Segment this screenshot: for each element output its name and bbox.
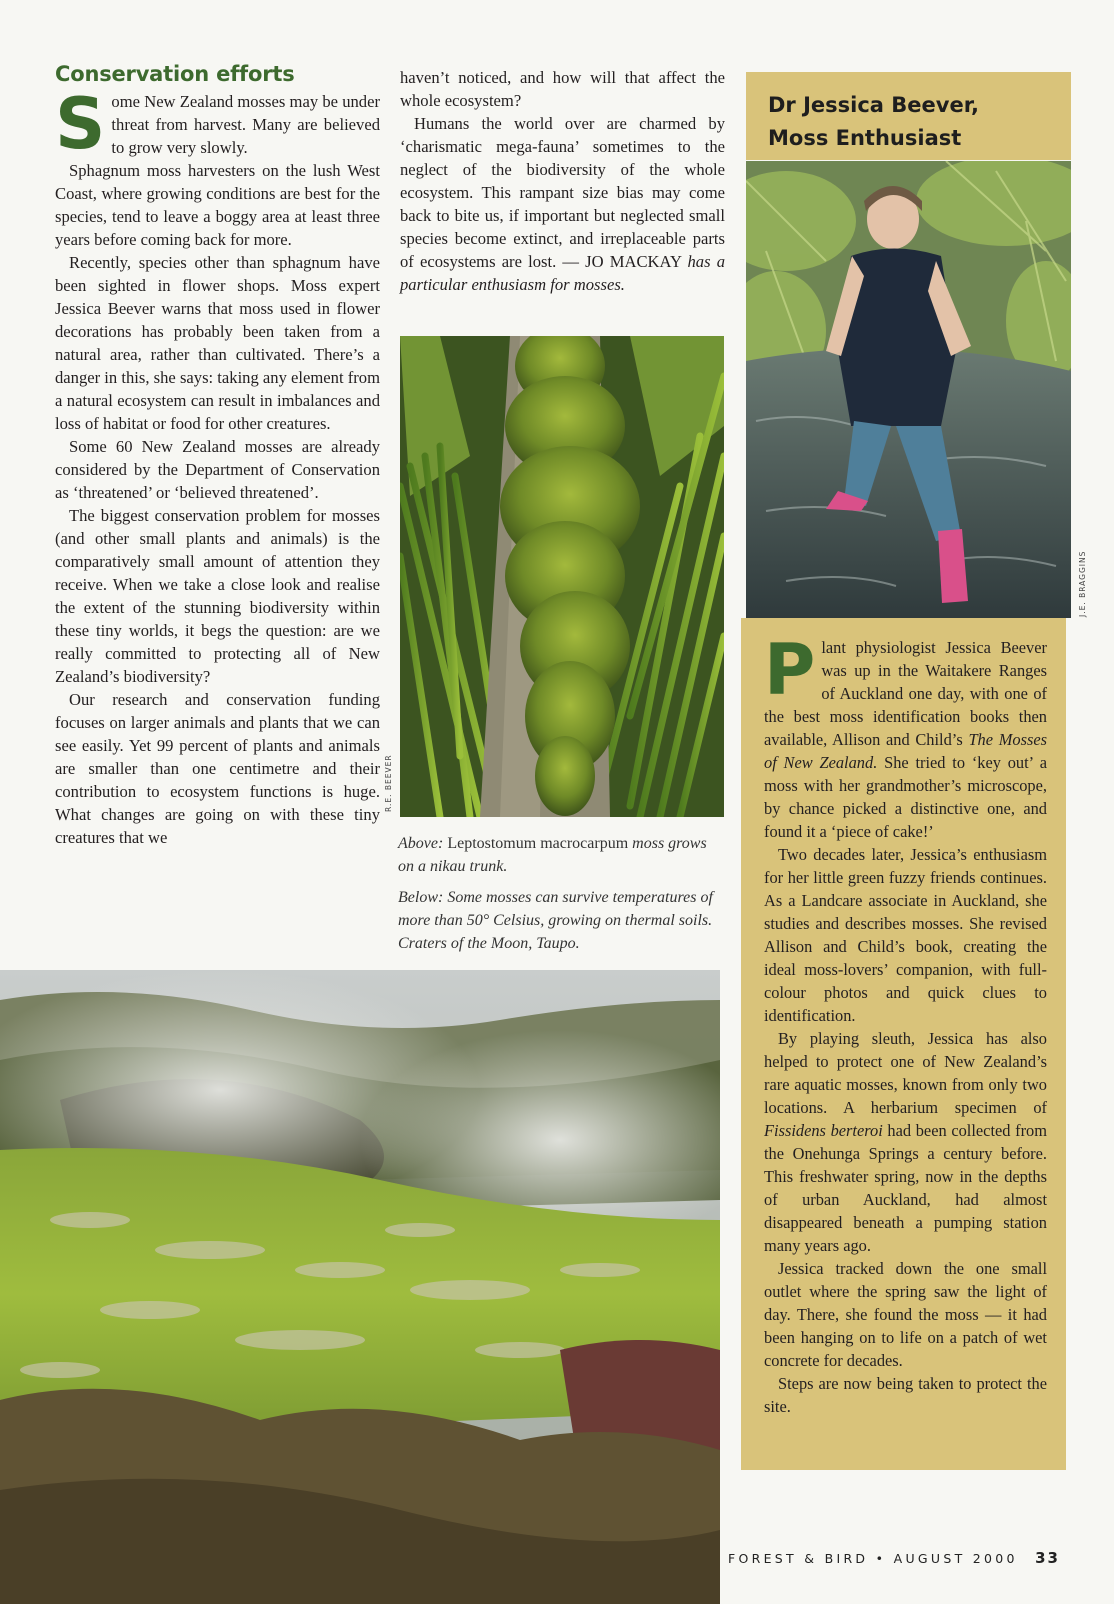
caption-below: Below: Some mosses can survive temperatures of more than 50° Celsius, growing on thermal soils. Craters of the Moon, Taupo. (398, 889, 713, 952)
footer-separator: • (875, 1551, 887, 1566)
sidebar-paragraph: Plant physiologist Jessica Beever was up in the Waitakere Ranges of Auckland one day, with one of the best moss identification books then available, Allison and Child’s The Mosses of New Zealand. She tried to ‘key out’ a moss with her grandmother’s microscope, by chance picked a distinctive one, and found it a ‘piece of cake!’ (764, 629, 1047, 841)
article-paragraph: Recently, species other than sphagnum have been sighted in flower shops. Moss expert Jessica Beever warns that moss used in flower decorations has probably been taken from a natural area, rather than cultivated. There’s a danger in this, she says: taking any element from a natural ecosystem can result in imbalances and loss of habitat or food for other creatures. (55, 253, 380, 433)
page-footer (728, 1549, 1068, 1567)
sidebar-title: Dr Jessica Beever, Moss Enthusiast (768, 93, 979, 150)
issue-date: AUGUST 2000 (893, 1551, 1018, 1566)
article-paragraph: Our research and conservation funding focuses on larger animals and plants that we can see easily. Yet 99 percent of plants and animals are smaller than one centimetre and their contribution to ecosystem functions is huge. What changes are going on with these tiny creatures that we (55, 690, 380, 847)
section-heading: Conservation efforts (55, 62, 295, 86)
photo-captions (398, 832, 723, 963)
drop-cap: P (764, 629, 816, 711)
photo-credit: R.E. BEEVER (384, 754, 393, 812)
moss-trunk-photo (400, 336, 724, 817)
thermal-moss-photo (0, 970, 720, 1604)
sidebar-paragraph: Jessica tracked down the one small outlet where the spring saw the light of day. There, she found the moss — it had been hanging on to life on a patch of wet concrete for decades. (764, 1259, 1047, 1370)
article-paragraph: Sphagnum moss harvesters on the lush West Coast, where growing conditions are best for the species, tend to leave a boggy area at least three years before coming back for more. (55, 161, 380, 249)
sidebar-text (764, 629, 1047, 1418)
article-paragraph: Some 60 New Zealand mosses are already considered by the Department of Conservation as ‘threatened’ or ‘believed threatened’. (55, 437, 380, 502)
jessica-beever-photo (746, 161, 1071, 618)
sidebar-paragraph: By playing sleuth, Jessica has also helped to protect one of New Zealand’s rare aquatic mosses, known from only two locations. A herbarium specimen of Fissidens berteroi had been collected from the Onehunga Springs a century before. This freshwater spring, now in the depths of urban Auckland, had almost disappeared beneath a pumping station many years ago. (764, 1029, 1047, 1255)
photo-credit: J.E. BRAGGINS (1078, 550, 1087, 617)
article-paragraph: Some New Zealand mosses may be under threat from harvest. Many are believed to grow very slowly. (55, 83, 380, 165)
author-name: JO MACKAY (585, 252, 682, 271)
sidebar-body (741, 618, 1066, 1470)
book-title: The Mosses of New Zealand. (764, 730, 1047, 772)
thermal-moss-illustration (0, 970, 720, 1604)
sidebar-paragraph: Steps are now being taken to protect the site. (764, 1374, 1047, 1416)
article-body-left (55, 83, 380, 849)
publication-name: FOREST & BIRD (728, 1551, 869, 1566)
article-paragraph: Humans the world over are charmed by ‘charismatic mega-fauna’ sometimes to the neglect of the biodiversity of the whole ecosystem. This rampant size bias may come back to bite us, if important but neglected small species become extinct, and irreplaceable parts of ecosystems are lost. — JO MACKAY has a particular enthusiasm for mosses. (400, 114, 725, 294)
species-name: Fissidens berteroi (764, 1121, 883, 1140)
caption-above: Above: Leptostomum macrocarpum moss grows on a nikau trunk. (398, 835, 707, 875)
article-paragraph: The biggest conservation problem for mosses (and other small plants and animals) is the comparatively small amount of attention they receive. When we take a close look and realise the extent of the stunning biodiversity within these tiny worlds, it begs the question: are we really committed to protecting all of New Zealand’s biodiversity? (55, 506, 380, 686)
sidebar-header (746, 72, 1071, 160)
article-paragraph: haven’t noticed, and how will that affect the whole ecosystem? (400, 68, 725, 110)
author-note: has a particular enthusiasm for mosses. (400, 252, 725, 294)
drop-cap: S (55, 83, 106, 165)
sidebar-paragraph: Two decades later, Jessica’s enthusiasm for her little green fuzzy friends continues. As a Landcare associate in Auckland, she studies and describes mosses. She revised Allison and Child’s book, creating the ideal moss-lovers’ companion, with full-colour photos and quick clues to identification. (764, 845, 1047, 1025)
page-number: 33 (1035, 1549, 1060, 1567)
article-left-column (55, 62, 380, 849)
species-name: Leptostomum macrocarpum (447, 835, 629, 852)
beever-stream-illustration (746, 161, 1071, 618)
article-middle-column (400, 66, 725, 296)
moss-trunk-illustration (400, 336, 724, 817)
